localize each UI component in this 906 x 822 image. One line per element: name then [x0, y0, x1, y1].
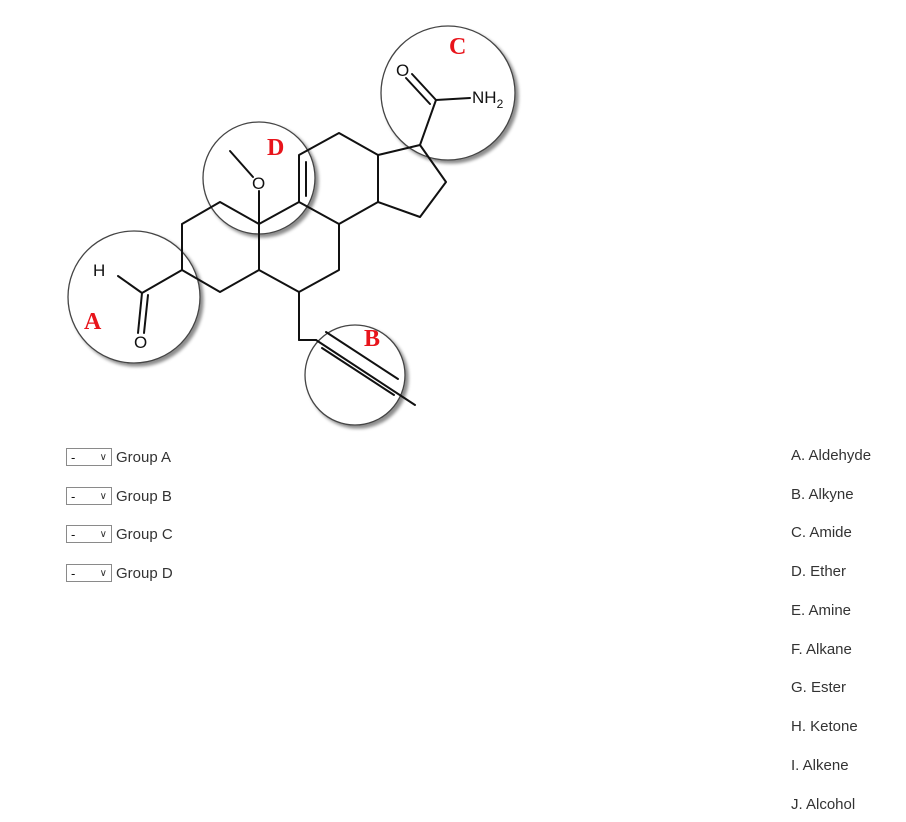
option-b: B. Alkyne — [791, 486, 854, 503]
chevron-down-icon: ∨ — [99, 528, 107, 540]
group-b-label-text: Group B — [116, 487, 172, 505]
group-b-select[interactable] — [66, 487, 112, 505]
match-row-group-c — [66, 523, 173, 545]
group-d-select-value: - — [71, 565, 76, 581]
chevron-down-icon: ∨ — [99, 490, 107, 502]
group-b-select-value: - — [71, 488, 76, 504]
group-a-label: A — [84, 309, 102, 335]
group-c-select[interactable] — [66, 525, 112, 543]
option-c: C. Amide — [791, 524, 852, 541]
option-a: A. Aldehyde — [791, 447, 872, 464]
amine-main-text: NH — [472, 88, 497, 107]
chevron-down-icon: ∨ — [99, 451, 107, 463]
option-f: F. Alkane — [791, 641, 852, 658]
option-h: H. Ketone — [791, 718, 858, 735]
match-row-group-a — [66, 446, 171, 468]
group-d-label-text: Group D — [116, 564, 173, 582]
carbonyl-oxygen-label: O — [134, 333, 148, 352]
group-a-label-text: Group A — [116, 448, 172, 466]
group-a-select[interactable] — [66, 448, 112, 466]
match-row-group-b — [66, 485, 172, 507]
group-c-select-value: - — [71, 526, 76, 542]
group-d-label: D — [267, 135, 285, 161]
amide-oxygen-label: O — [396, 61, 410, 80]
group-b-label: B — [364, 326, 381, 352]
group-d-select[interactable] — [66, 564, 112, 582]
option-d: D. Ether — [791, 563, 847, 580]
group-b-circle — [305, 325, 405, 425]
group-c-label-text: Group C — [116, 525, 173, 543]
match-row-group-d — [66, 562, 173, 584]
option-i: I. Alkene — [791, 757, 849, 774]
aldehyde-hydrogen-label: H — [93, 261, 106, 280]
amine-subscript-text: 2 — [496, 97, 504, 111]
chevron-down-icon: ∨ — [99, 567, 107, 579]
ether-oxygen-label: O — [252, 174, 266, 193]
option-e: E. Amine — [791, 602, 852, 619]
group-c-label: C — [449, 34, 467, 60]
option-j: J. Alcohol — [791, 796, 856, 813]
group-a-select-value: - — [71, 449, 76, 465]
option-g: G. Ester — [791, 679, 847, 696]
